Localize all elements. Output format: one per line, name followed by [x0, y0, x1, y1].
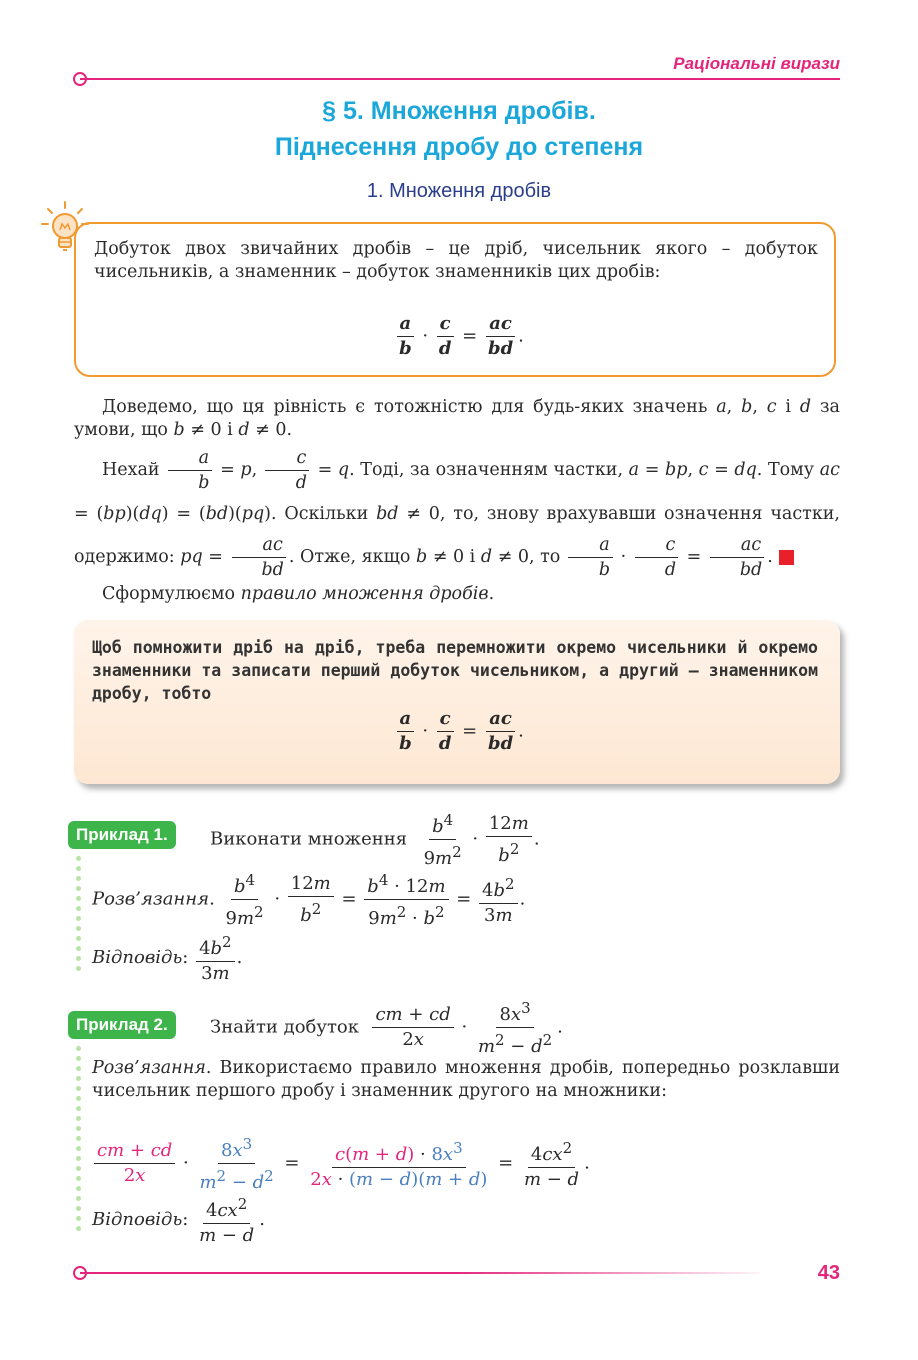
subsection-title: 1. Множення дробів	[366, 180, 552, 202]
definition-text: Добуток двох звичайних дробів – це дріб, чисельник якого – добуток чисельників, а знаменник – добуток знаменників цих дробів:	[94, 239, 818, 282]
running-title: Раціональні вирази	[673, 54, 840, 73]
example-1-task: Виконати множення $\frac{b^4}{9m^2}$ · $\frac{12m}{b^2}$ .	[210, 808, 540, 871]
definition-formula: $\frac{a}{b}$ · $\frac{c}{d}$ = $\frac{ac}{bd}$ .	[0, 312, 918, 361]
example-2-solution-formula: $\frac{cm + cd}{2x}$ · $\frac{8x^3}{m^2 - d^2}$ = $\frac{c(m + d) \cdot 8x^3}{2x \cdot (m - d)(m + d)}$ = $\frac{4cx^2}{m - d}$ .	[92, 1132, 590, 1195]
example-2-dots	[76, 1046, 82, 1236]
rule-text: Щоб помножити дріб на дріб, треба перемножити окремо чисельники й окремо знаменники та записати перший добуток чисельником, а другий – знаменником дробу, тобто	[92, 638, 818, 703]
example-2-solution-text: Розв’язання. Використаємо правило множення дробів, попередньо розклавши чисельник першого дробу і знаменник другого на множники:	[92, 1058, 840, 1101]
example-1-solution: Розв’язання. $\frac{b^4}{9m^2}$ · $\frac{12m}{b^2}$ = $\frac{b^4 \cdot 12m}{9m^2 \cdot b^2}$ = $\frac{4b^2}{3m}$ .	[92, 868, 525, 931]
proof-paragraph-1: Доведемо, що ця рівність є тотожністю для будь-яких значень a, b, c і d за умови, що b ≠ 0 і d ≠ 0.	[74, 397, 840, 440]
rule-formula: $\frac{a}{b}$ · $\frac{c}{d}$ = $\frac{ac}{bd}$ .	[0, 707, 918, 756]
formulate-line: Сформулюємо правило множення дробів.	[102, 584, 495, 604]
example-2-answer: Відповідь: $\frac{4cx^2}{m - d}$ .	[92, 1192, 265, 1248]
section-title	[0, 93, 918, 165]
example-2-task: Знайти добуток $\frac{cm + cd}{2x}$ · $\frac{8x^3}{m^2 - d^2}$ .	[210, 996, 563, 1059]
end-of-proof-mark	[779, 550, 794, 565]
example-1-answer: Відповідь: $\frac{4b^2}{3m}$ .	[92, 930, 242, 986]
example-1-label: Приклад 1.	[68, 821, 176, 849]
section-title-line1: § 5. Множення дробів.	[322, 97, 596, 125]
section-title-line2: Піднесення дробу до степеня	[274, 133, 644, 161]
footer-rule	[80, 1272, 760, 1274]
example-1-dots	[76, 856, 82, 976]
example-2-label: Приклад 2.	[68, 1011, 176, 1039]
page-number: 43	[817, 1262, 840, 1284]
header-rule	[80, 78, 840, 80]
proof-paragraph-2: Нехай $\frac{a}{b}$ = p, $\frac{c}{d}$ = q. Тоді, за означенням частки, a = bp, c = dq. Тому ac = (bp)(dq) = (bd)(pq). Оскільки bd ≠ 0, то, знову врахувавши означення частки, одержимо: pq = $\frac{ac}{bd}$ . Отже, якщо b ≠ 0 і d ≠ 0, то $\frac{a}{b}$ · $\frac{c}{d}$ = $\frac{ac}{bd}$ .	[74, 448, 840, 580]
